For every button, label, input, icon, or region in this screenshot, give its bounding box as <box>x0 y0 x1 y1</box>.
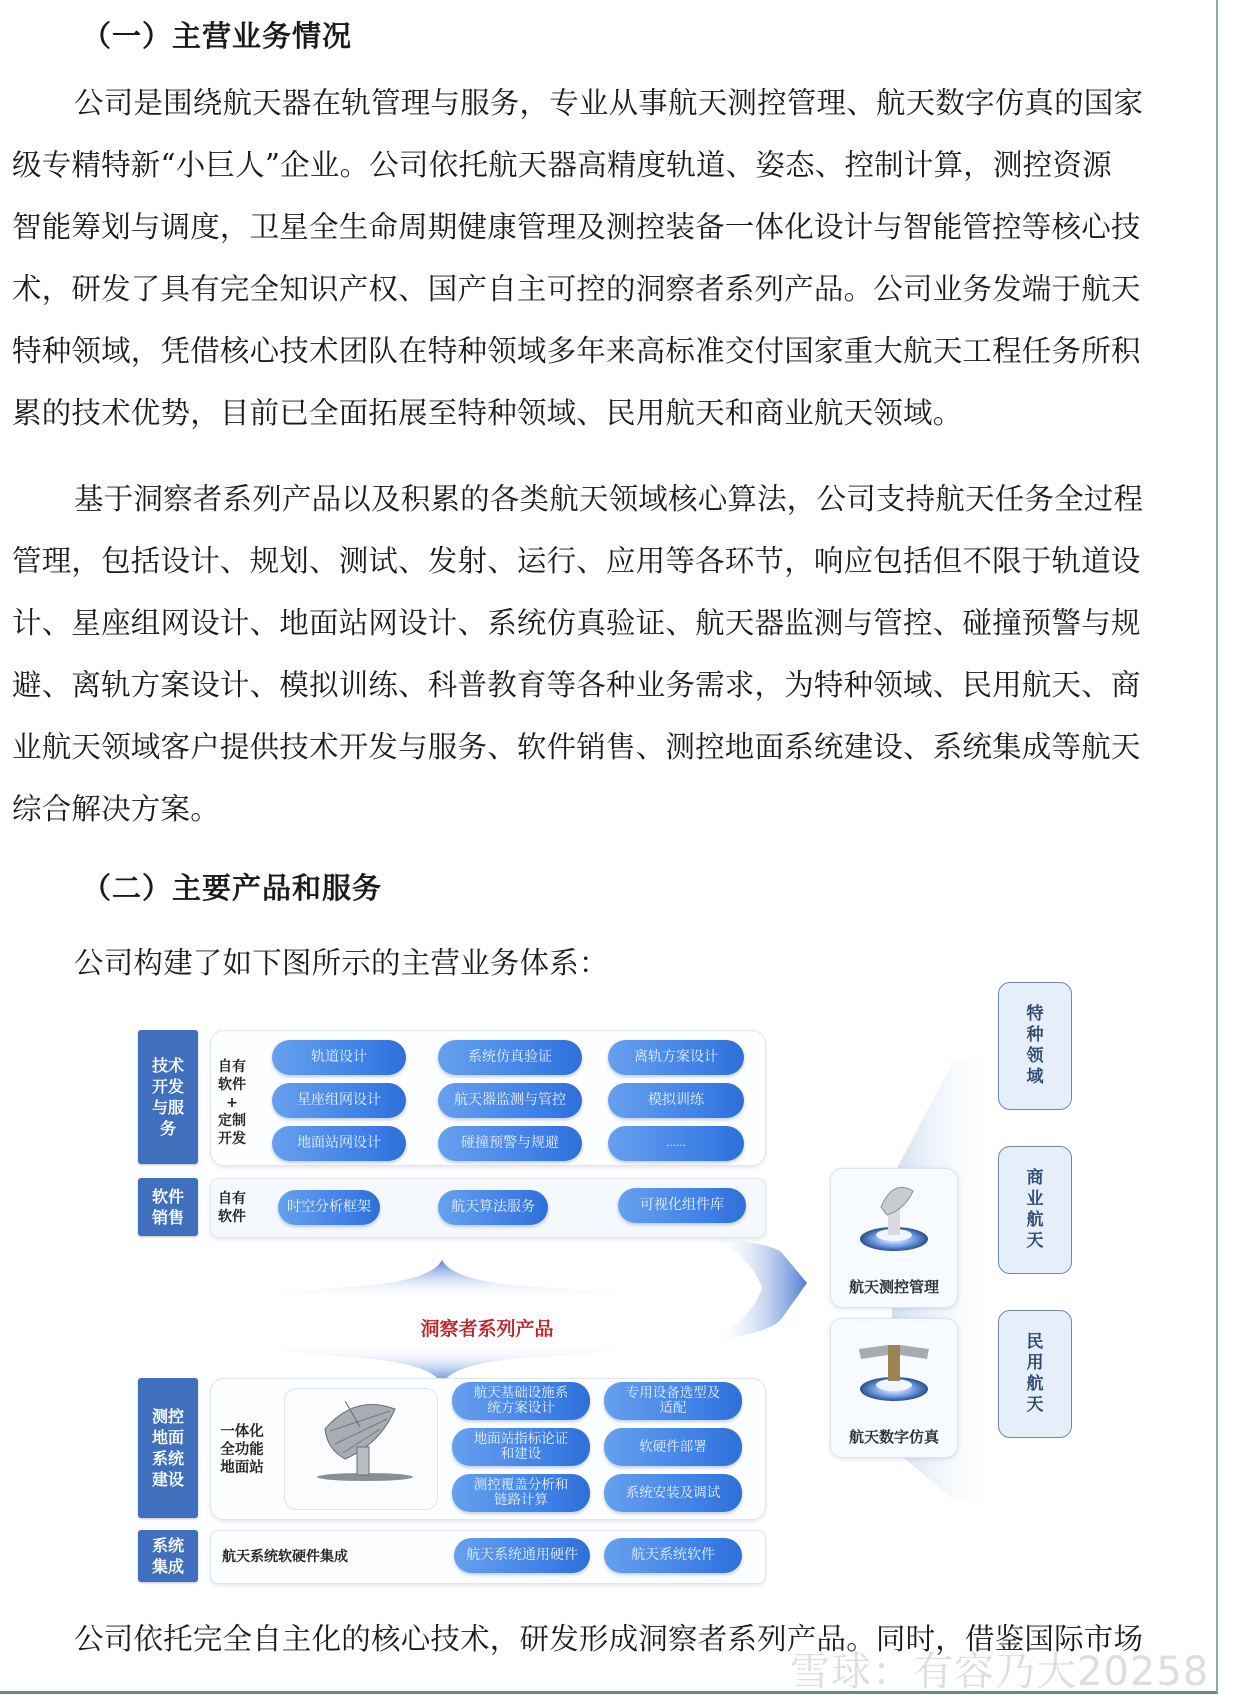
paragraph-line: 避、离轨方案设计、模拟训练、科普教育等各种业务需求，为特种领域、民用航天、商 <box>12 668 1141 702</box>
product-label: 航天测控管理 <box>848 1278 939 1296</box>
category-label: 技术 开发 与服 务 <box>151 1056 184 1138</box>
paragraph-line: 智能筹划与调度，卫星全生命周期健康管理及测控装备一体化设计与智能管控等核心技 <box>12 210 1141 244</box>
product-card-digital-simulation <box>830 1318 958 1458</box>
paragraph-2 <box>12 468 1204 840</box>
subtitle-integration: 航天系统软硬件集成 <box>222 1549 348 1565</box>
flow-arrow-right <box>712 1238 807 1340</box>
ground-pill: 测控覆盖分析和 链路计算 <box>452 1474 590 1512</box>
paragraph-line: 公司是围绕航天器在轨管理与服务，专业从事航天测控管理、航天数字仿真的国家 <box>74 86 1144 120</box>
category-label: 软件 销售 <box>151 1187 184 1227</box>
integration-pill: 航天系统通用硬件 <box>454 1538 590 1573</box>
domain-commercial <box>998 1146 1072 1274</box>
service-pill: 离轨方案设计 <box>608 1040 744 1075</box>
paragraph-line: 累的技术优势，目前已全面拓展至特种领域、民用航天和商业航天领域。 <box>12 396 963 430</box>
paragraph-line: 管理，包括设计、规划、测试、发射、运行、应用等各环节，响应包括但不限于轨道设 <box>12 544 1141 578</box>
subtitle-own-software-custom: 自有 软件 + 定制 开发 <box>218 1059 246 1147</box>
paragraph-line: 特种领域，凭借核心技术团队在特种领域多年来高标准交付国家重大航天工程任务所积 <box>12 334 1141 368</box>
integration-pill: 航天系统软件 <box>604 1538 742 1573</box>
domain-civil <box>998 1310 1072 1438</box>
subtitle-own-software: 自有 软件 <box>218 1191 246 1225</box>
paragraph-line: 级专精特新“小巨人”企业。公司依托航天器高精度轨道、姿态、控制计算，测控资源 <box>12 148 1112 182</box>
service-pill-more: …… <box>608 1126 744 1161</box>
software-pill: 时空分析框架 <box>278 1190 380 1225</box>
ground-pill: 系统安装及调试 <box>604 1474 742 1512</box>
service-pill: 碰撞预警与规避 <box>438 1126 582 1161</box>
category-tech-development <box>138 1030 198 1164</box>
product-series-label: 洞察者系列产品 <box>420 1318 554 1340</box>
paragraph-line: 公司构建了如下图所示的主营业务体系： <box>74 946 609 980</box>
domain-label: 民 用 航 天 <box>1026 1332 1044 1415</box>
category-label: 测控 地面 系统 建设 <box>151 1407 184 1489</box>
category-ground-system <box>138 1378 198 1518</box>
domain-label: 商 业 航 天 <box>1026 1168 1044 1251</box>
paragraph-1 <box>12 72 1204 444</box>
category-system-integration <box>138 1530 198 1582</box>
category-software-sales <box>138 1178 198 1236</box>
category-label: 系统 集成 <box>151 1536 184 1576</box>
paragraph-line: 计、星座组网设计、地面站网设计、系统仿真验证、航天器监测与管控、碰撞预警与规 <box>12 606 1141 640</box>
product-card-tt-c-management <box>830 1168 958 1308</box>
service-pill: 星座组网设计 <box>272 1083 406 1118</box>
domain-label: 特 种 领 域 <box>1026 1004 1044 1087</box>
satellite-dish-icon <box>285 1389 437 1509</box>
section-heading-2: （二）主要产品和服务 <box>82 871 383 905</box>
service-pill: 系统仿真验证 <box>438 1040 582 1075</box>
product-arrow-up <box>232 1260 652 1298</box>
ground-antenna-icon <box>831 1169 957 1269</box>
paragraph-line: 术，研发了具有完全知识产权、国产自主可控的洞察者系列产品。公司业务发端于航天 <box>12 272 1141 306</box>
service-pill: 航天器监测与管控 <box>438 1083 582 1118</box>
section-heading-1: （一）主营业务情况 <box>82 19 353 53</box>
paragraph-line: 综合解决方案。 <box>12 792 220 826</box>
service-pill: 模拟训练 <box>608 1083 744 1118</box>
domain-special <box>998 982 1072 1110</box>
paragraph-line: 公司依托完全自主化的核心技术，研发形成洞察者系列产品。同时，借鉴国际市场 <box>74 1622 1144 1656</box>
paragraph-line: 基于洞察者系列产品以及积累的各类航天领域核心算法，公司支持航天任务全过程 <box>74 482 1144 516</box>
service-pill: 地面站网设计 <box>272 1126 406 1161</box>
satellite-dish-image <box>284 1388 438 1510</box>
service-pill: 轨道设计 <box>272 1040 406 1075</box>
ground-pill: 地面站指标论证 和建设 <box>452 1428 590 1466</box>
subtitle-integrated-ground-station: 一体化 全功能 地面站 <box>220 1424 264 1476</box>
software-pill: 可视化组件库 <box>618 1188 746 1223</box>
product-label: 航天数字仿真 <box>848 1428 939 1446</box>
satellite-model-icon <box>831 1319 957 1419</box>
ground-pill: 航天基础设施系 统方案设计 <box>452 1382 590 1420</box>
watermark: 雪球：有容乃大20258 <box>790 1649 1210 1695</box>
ground-pill: 专用设备选型及 适配 <box>604 1382 742 1420</box>
business-system-diagram <box>132 1004 1112 1588</box>
software-pill: 航天算法服务 <box>438 1190 548 1225</box>
ground-pill: 软硬件部署 <box>604 1428 742 1466</box>
paragraph-line: 业航天领域客户提供技术开发与服务、软件销售、测控地面系统建设、系统集成等航天 <box>12 730 1141 764</box>
